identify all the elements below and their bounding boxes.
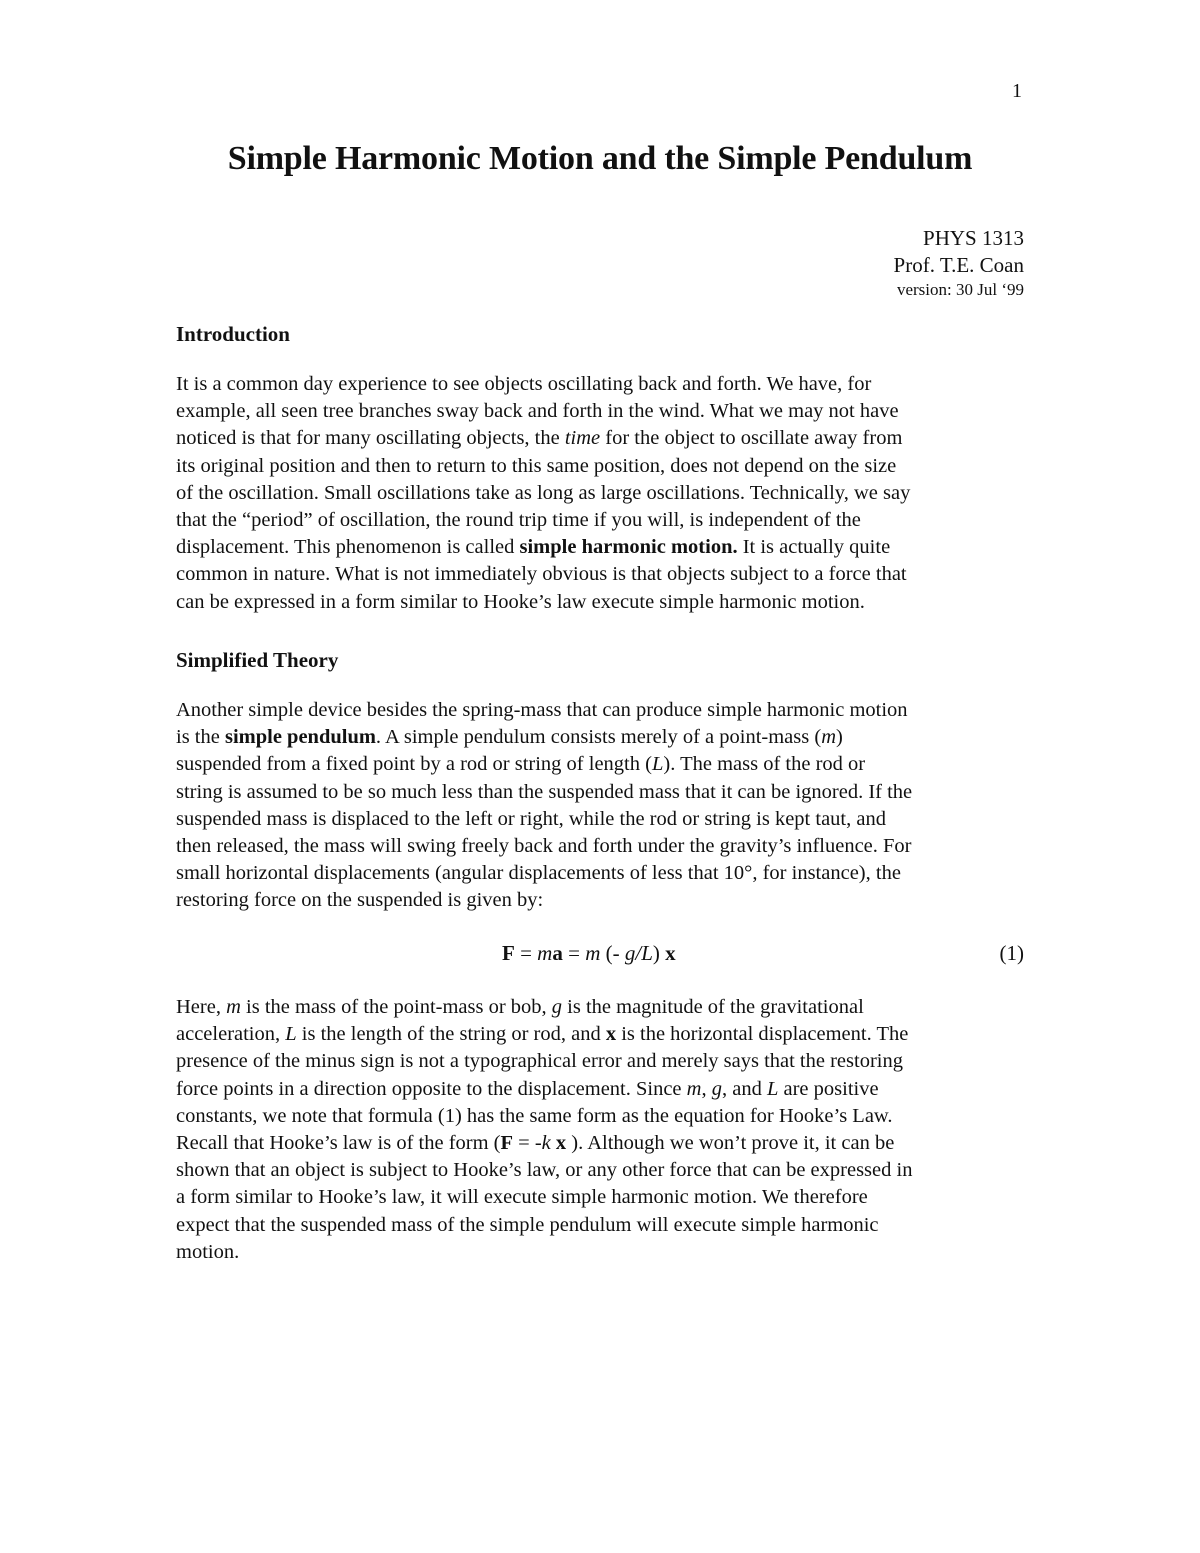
text-run: presence of the minus sign is not a typographical error and merely says that the restoring — [176, 1050, 903, 1073]
text-line — [176, 1103, 1036, 1130]
introduction-paragraph — [176, 371, 1036, 616]
text-run: noticed is that for many oscillating objects, the — [176, 427, 565, 450]
bold-text: F — [502, 941, 515, 965]
equation-number: (1) — [999, 941, 1024, 965]
text-run: is the — [176, 726, 225, 749]
bold-text: simple pendulum — [224, 726, 376, 749]
text-run: of the oscillation. Small oscillations take as long as large oscillations. Technically, we say — [176, 481, 911, 504]
italic-text: g — [551, 996, 563, 1018]
text-run: displacement. This phenomenon is called — [176, 536, 520, 559]
text-run: that the “period” of oscillation, the round trip time if you will, is independent of the — [176, 509, 861, 532]
italic-text: g — [711, 1077, 722, 1100]
text-run: shown that an object is subject to Hooke’s law, or any other force that can be expressed in — [176, 1159, 913, 1182]
text-line — [176, 724, 1036, 751]
text-line — [176, 453, 1036, 480]
author-name: Prof. T.E. Coan — [893, 253, 1024, 277]
simplified-theory-paragraph — [176, 697, 1036, 915]
page-number: 1 — [1012, 80, 1022, 102]
italic-text: L — [766, 1077, 779, 1100]
text-run: can be expressed in a form similar to Hooke’s law execute simple harmonic motion. — [176, 590, 865, 613]
text-line — [176, 371, 1036, 398]
italic-text: m — [821, 726, 836, 749]
bold-text: simple harmonic motion. — [519, 536, 738, 559]
italic-text: m — [585, 941, 601, 965]
bold-text: x — [605, 1023, 617, 1046]
text-line — [176, 1021, 1036, 1048]
text-line — [176, 534, 1036, 561]
text-run: , and — [721, 1077, 767, 1100]
text-run: suspended from a fixed point by a rod or string of length ( — [176, 753, 652, 776]
italic-text: m — [537, 941, 553, 965]
text-run: is the length of the string or rod, and — [296, 1023, 606, 1046]
text-run: , — [701, 1077, 712, 1100]
text-run: ). Although we won’t prove it, it can be — [566, 1132, 895, 1155]
text-run: force points in a direction opposite to the displacement. Since — [176, 1077, 687, 1100]
text-run: . A simple pendulum consists merely of a point-mass ( — [375, 726, 822, 749]
text-line — [176, 507, 1036, 534]
text-run: then released, the mass will swing freely back and forth under the gravity’s influence. For — [176, 835, 912, 858]
explanation-paragraph — [176, 994, 1036, 1266]
text-line — [176, 425, 1036, 452]
text-run: ) — [652, 941, 666, 965]
text-line — [176, 561, 1036, 588]
text-run: common in nature. What is not immediately obvious is that objects subject to a force that — [176, 563, 907, 586]
text-line — [176, 779, 1036, 806]
text-run: = — [514, 941, 538, 965]
equation-block — [176, 941, 1024, 969]
text-run: is the horizontal displacement. The — [616, 1023, 909, 1046]
italic-text: L — [651, 753, 664, 776]
text-line — [176, 589, 1036, 616]
text-run: is the magnitude of the gravitational — [562, 996, 864, 1018]
text-line — [176, 1048, 1036, 1075]
text-line — [176, 697, 1036, 724]
text-line — [176, 833, 1036, 860]
text-line — [176, 480, 1036, 507]
text-run: expect that the suspended mass of the simple pendulum will execute simple harmonic — [176, 1213, 879, 1236]
italic-text: time — [564, 427, 601, 450]
italic-text: L — [285, 1023, 297, 1046]
text-run: string is assumed to be so much less than the suspended mass that it can be ignored. If the — [176, 780, 913, 803]
text-run: small horizontal displacements (angular displacements of less that 10°, for instance), the — [176, 862, 901, 885]
text-run: It is actually quite — [737, 536, 891, 559]
text-line — [176, 1212, 1036, 1239]
text-line — [176, 1130, 1036, 1157]
text-line — [176, 751, 1036, 778]
bold-text: x — [555, 1132, 567, 1155]
document-title: Simple Harmonic Motion and the Simple Pendulum — [227, 140, 973, 177]
text-run: ). The mass of the rod or — [663, 753, 866, 776]
course-code: PHYS 1313 — [923, 226, 1024, 250]
bold-text: a — [552, 941, 563, 965]
text-line — [176, 1076, 1036, 1103]
text-run: ) — [836, 726, 843, 749]
text-run: constants, we note that formula (1) has the same form as the equation for Hooke’s Law. — [176, 1104, 893, 1127]
text-run: It is a common day experience to see objects oscillating back and forth. We have, for — [176, 373, 872, 395]
text-run: acceleration, — [176, 1023, 286, 1046]
text-run: = - — [513, 1132, 542, 1155]
text-run: Another simple device besides the spring-mass that can produce simple harmonic motion — [176, 699, 908, 721]
text-run: motion. — [176, 1240, 240, 1263]
italic-text: m — [226, 996, 241, 1018]
text-line — [176, 1157, 1036, 1184]
italic-text: k — [541, 1132, 551, 1155]
bold-text: x — [665, 941, 676, 965]
text-run: (- — [600, 941, 625, 965]
text-line — [176, 887, 1036, 914]
bold-text: F — [500, 1132, 514, 1155]
equation-expression — [502, 941, 676, 966]
text-run: its original position and then to return to this same position, does not depend on the size — [176, 454, 897, 477]
text-run: are positive — [778, 1077, 879, 1100]
version-date: version: 30 Jul ‘99 — [896, 280, 1024, 299]
text-line — [176, 1184, 1036, 1211]
italic-text: g/L — [624, 941, 653, 965]
text-run: for the object to oscillate away from — [600, 427, 903, 450]
text-run: is the mass of the point-mass or bob, — [240, 996, 552, 1018]
text-run: restoring force on the suspended is given by: — [176, 889, 544, 912]
text-line — [176, 994, 1036, 1021]
text-line — [176, 398, 1036, 425]
text-run: Here, — [176, 996, 227, 1018]
text-run: a form similar to Hooke’s law, it will execute simple harmonic motion. We therefore — [176, 1186, 868, 1209]
text-line — [176, 860, 1036, 887]
section-heading-simplified-theory: Simplified Theory — [176, 648, 339, 672]
section-heading-introduction: Introduction — [176, 322, 290, 346]
text-run: Recall that Hooke’s law is of the form ( — [176, 1132, 501, 1155]
text-run: suspended mass is displaced to the left or right, while the rod or string is kept taut, and — [176, 807, 886, 830]
text-run: = — [562, 941, 586, 965]
text-run: example, all seen tree branches sway back and forth in the wind. What we may not have — [176, 400, 899, 423]
italic-text: m — [686, 1077, 702, 1100]
text-line — [176, 806, 1036, 833]
text-line — [176, 1239, 1036, 1266]
